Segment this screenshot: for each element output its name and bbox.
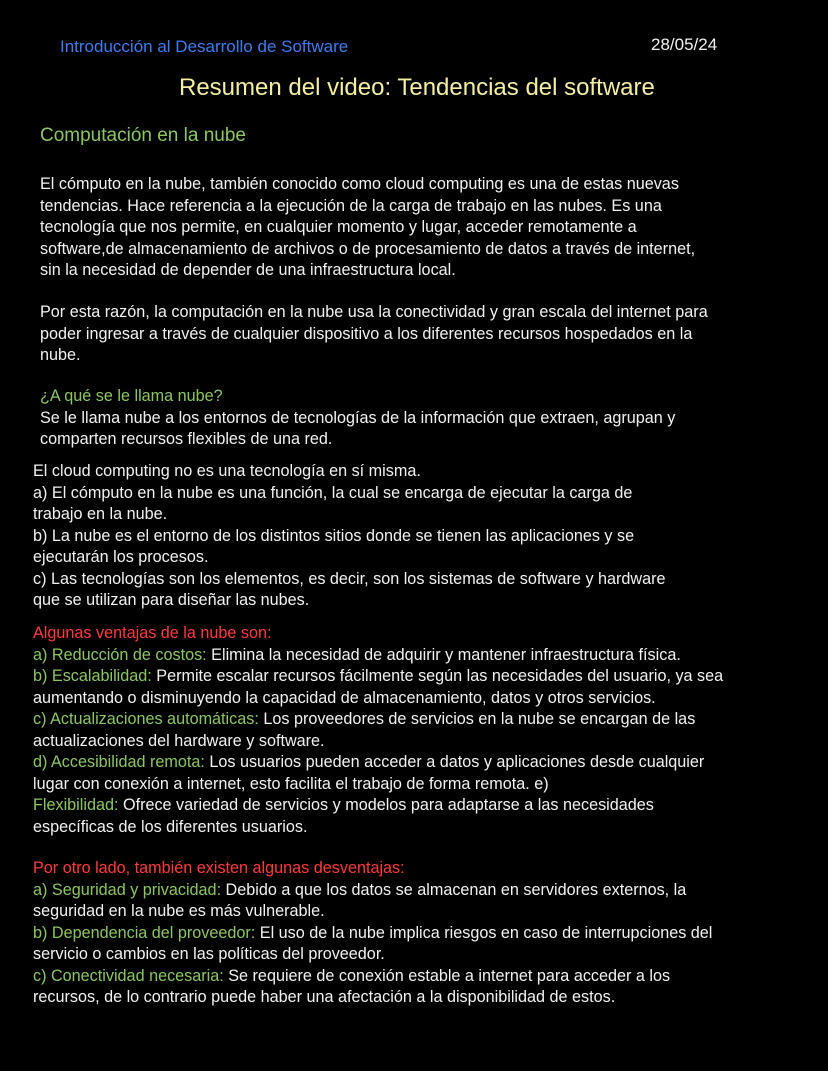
item-label: b) Dependencia del proveedor: <box>33 923 256 942</box>
item-text: lugar con conexión a internet, esto facilita el trabajo de forma remota. e) <box>33 774 549 793</box>
text-line <box>33 987 823 1009</box>
text-line: software,de almacenamiento de archivos o de procesamiento de datos a través de internet, <box>40 239 696 258</box>
text-line <box>33 709 828 731</box>
paragraph-cloud-intro <box>40 174 810 282</box>
text-line: nube. <box>40 346 81 364</box>
text-line: poder ingresar a través de cualquier dispositivo a los diferentes recursos hospedados en la <box>40 324 693 343</box>
question-heading: ¿A qué se le llama nube? <box>40 387 223 405</box>
item-label: b) Escalabilidad: <box>33 667 152 685</box>
item-text: El uso de la nube implica riesgos en caso de interrupciones del <box>255 923 713 942</box>
question-section <box>40 386 810 451</box>
text-line: comparten recursos flexibles de una red. <box>40 430 333 448</box>
text-line: b) La nube es el entorno de los distintos sitios donde se tienen las aplicaciones y se <box>33 526 635 545</box>
page-title: Resumen del video: Tendencias del software <box>179 74 655 101</box>
text-line <box>33 923 823 945</box>
text-line <box>33 880 823 902</box>
item-text: seguridad en la nube es más vulnerable. <box>33 902 325 920</box>
text-line <box>33 901 823 923</box>
section-heading-cloud: Computación en la nube <box>40 125 246 146</box>
text-line: Por esta razón, la computación en la nube usa la conectividad y gran escala del internet para <box>40 303 708 321</box>
item-text: Se requiere de conexión estable a internet para acceder a los <box>223 966 671 985</box>
disadvantages-section <box>33 858 823 1009</box>
item-label: c) Conectividad necesaria: <box>33 966 224 985</box>
text-line: sin la necesidad de depender de una infraestructura local. <box>40 261 456 279</box>
course-title: Introducción al Desarrollo de Software <box>60 37 349 56</box>
item-text: Debido a que los datos se almacenan en servidores externos, la <box>221 880 687 899</box>
text-line: a) El cómputo en la nube es una función, la cual se encarga de ejecutar la carga de <box>33 483 633 502</box>
text-line: El cómputo en la nube, también conocido como cloud computing es una de estas nuevas <box>40 175 679 193</box>
item-label: d) Accesibilidad remota: <box>33 753 205 771</box>
item-label: a) Seguridad y privacidad: <box>33 880 222 899</box>
cloud-definition <box>33 461 813 612</box>
advantages-heading: Algunas ventajas de la nube son: <box>33 624 272 642</box>
text-line <box>33 944 823 966</box>
item-text: recursos, de lo contrario puede haber una afectación a la disponibilidad de estos. <box>33 988 616 1006</box>
text-line: El cloud computing no es una tecnología en sí misma. <box>33 462 421 480</box>
text-line <box>33 731 828 753</box>
item-text: Los usuarios pueden acceder a datos y aplicaciones desde cualquier <box>204 753 705 771</box>
item-text: Permite escalar recursos fácilmente según las necesidades del usuario, ya sea <box>151 667 724 685</box>
text-line <box>33 795 828 817</box>
text-line: Se le llama nube a los entornos de tecnologías de la información que extraen, agrupan y <box>40 408 676 427</box>
item-label: a) Reducción de costos: <box>33 645 207 664</box>
text-line <box>33 688 828 710</box>
text-line: trabajo en la nube. <box>33 505 168 523</box>
item-text: específicas de los diferentes usuarios. <box>33 817 308 836</box>
text-line <box>33 645 828 667</box>
text-line <box>33 666 828 688</box>
text-line: ejecutarán los procesos. <box>33 548 209 566</box>
text-line: tecnología que nos permite, en cualquier momento y lugar, acceder remotamente a <box>40 218 637 236</box>
item-text: aumentando o disminuyendo la capacidad de almacenamiento, datos y otros servicios. <box>33 688 656 707</box>
item-text: Ofrece variedad de servicios y modelos para adaptarse a las necesidades <box>118 796 654 814</box>
item-text: Los proveedores de servicios en la nube se encargan de las <box>258 710 696 728</box>
text-line <box>33 966 823 988</box>
item-label: c) Actualizaciones automáticas: <box>33 710 259 728</box>
item-text: Elimina la necesidad de adquirir y mantener infraestructura física. <box>206 645 681 664</box>
disadvantages-heading: Por otro lado, también existen algunas desventajas: <box>33 859 405 877</box>
text-line: que se utilizan para diseñar las nubes. <box>33 591 310 609</box>
item-text: actualizaciones del hardware y software. <box>33 731 325 750</box>
advantages-section <box>33 623 828 838</box>
paragraph-cloud-reason <box>40 302 810 367</box>
text-line: tendencias. Hace referencia a la ejecución de la carga de trabajo en las nubes. Es una <box>40 196 662 215</box>
text-line: c) Las tecnologías son los elementos, es decir, son los sistemas de software y hardware <box>33 569 666 588</box>
text-line <box>33 774 828 796</box>
text-line <box>33 817 828 839</box>
date: 28/05/24 <box>651 35 718 54</box>
item-text: servicio o cambios en las políticas del proveedor. <box>33 945 385 963</box>
item-label: Flexibilidad: <box>33 796 119 814</box>
text-line <box>33 752 828 774</box>
